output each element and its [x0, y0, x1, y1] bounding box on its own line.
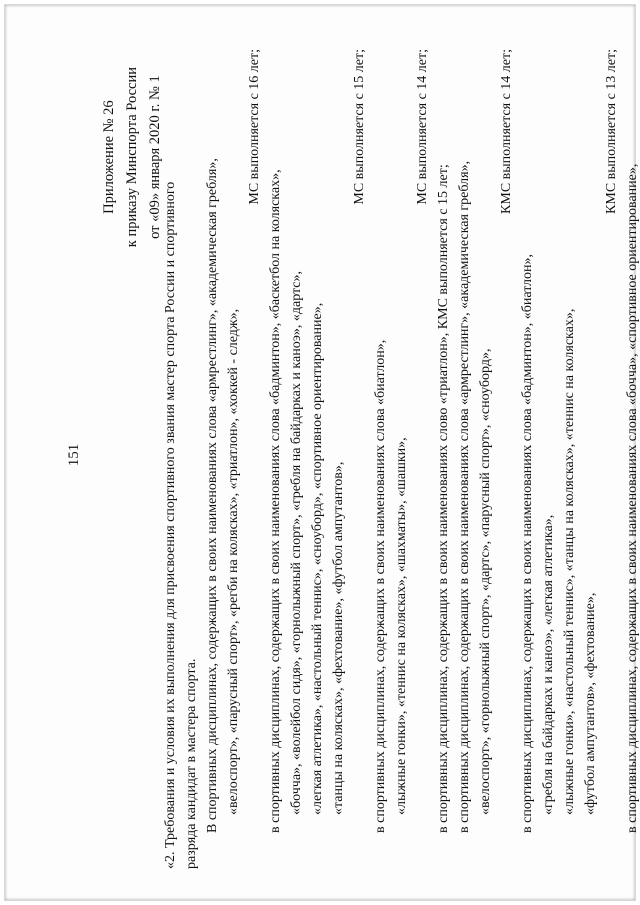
paragraph-continuation: «легкая атлетика», «настольный теннис», «сноуборд», «спортивное ориентирование», [310, 302, 325, 815]
appendix-line-1: Приложение № 26 [101, 100, 117, 214]
paragraph-continuation: «бочча», «волейбол сидя», «горнолыжный спорт», «гребля на байдарках и каноэ», «дартс», [289, 270, 304, 815]
appendix-line-3: от «09» января 2020 г. № 1 [147, 75, 163, 239]
paragraph-continuation: «лыжные гонки», «теннис на колясках», «шахматы», «шашки», [394, 437, 409, 815]
paragraph-first-line: в спортивных дисциплинах, содержащих в своих наименованиях слова «бадминтон», «биатлон», [520, 254, 535, 833]
paragraph-result: МС выполняется с 15 лет; [352, 49, 367, 205]
paragraph-continuation: «велоспорт», «парусный спорт», «регби на колясках», «триатлон», «хоккей - следж», [226, 308, 241, 815]
page-number: 151 [66, 443, 82, 467]
paragraph-first-line: в спортивных дисциплинах, содержащих в своих наименованиях слова «армрестлинг», «академическая гребля», [457, 160, 472, 833]
document-body [160, 49, 640, 869]
appendix-header [98, 67, 167, 247]
paragraph-result: МС выполняется с 16 лет; [247, 49, 262, 205]
intro-line-2: разряда кандидат в мастера спорта. [184, 658, 199, 869]
paragraph-continuation: «гребля на байдарках и каноэ», «легкая атлетика», [541, 514, 556, 815]
appendix-line-2: к приказу Минспорта России [124, 67, 140, 248]
paragraph-result: КМС выполняется с 13 лет; [604, 49, 619, 214]
paragraph-continuation: «футбол ампутантов», «фехтование», [583, 592, 598, 815]
paragraph-first-line: В спортивных дисциплинах, содержащих в своих наименованиях слова «армрестлинг», «академическая гребля», [205, 158, 220, 833]
paragraph-continuation: «велоспорт», «горнолыжный спорт», «дартс», «парусный спорт», «сноуборд», [478, 348, 493, 815]
rotated-document [30, 15, 640, 895]
paragraph-first-line: в спортивных дисциплинах, содержащих в своих наименованиях слово «триатлон», КМС выполняется с 15 лет; [436, 164, 451, 833]
intro-line-1: «2. Требования и условия их выполнения для присвоения спортивного звания мастер спорта России и спортивного [163, 181, 178, 869]
paragraph-result: КМС выполняется с 14 лет; [499, 49, 514, 214]
paragraph-first-line: в спортивных дисциплинах, содержащих в своих наименованиях слова «бочча», «спортивное ориентирование», [625, 163, 640, 833]
paragraph-first-line: в спортивных дисциплинах, содержащих в своих наименованиях слова «бадминтон», «баскетбол на колясках», [268, 169, 283, 833]
paragraph-continuation: «лыжные гонки», «настольный теннис», «танцы на колясках», «теннис на колясках», [562, 308, 577, 815]
paragraph-continuation: «танцы на колясках», «фехтование», «футбол ампутантов», [331, 461, 346, 815]
paragraph-first-line: в спортивных дисциплинах, содержащих в своих наименованиях слова «биатлон», [373, 339, 388, 833]
paragraph-result: МС выполняется с 14 лет; [415, 49, 430, 205]
